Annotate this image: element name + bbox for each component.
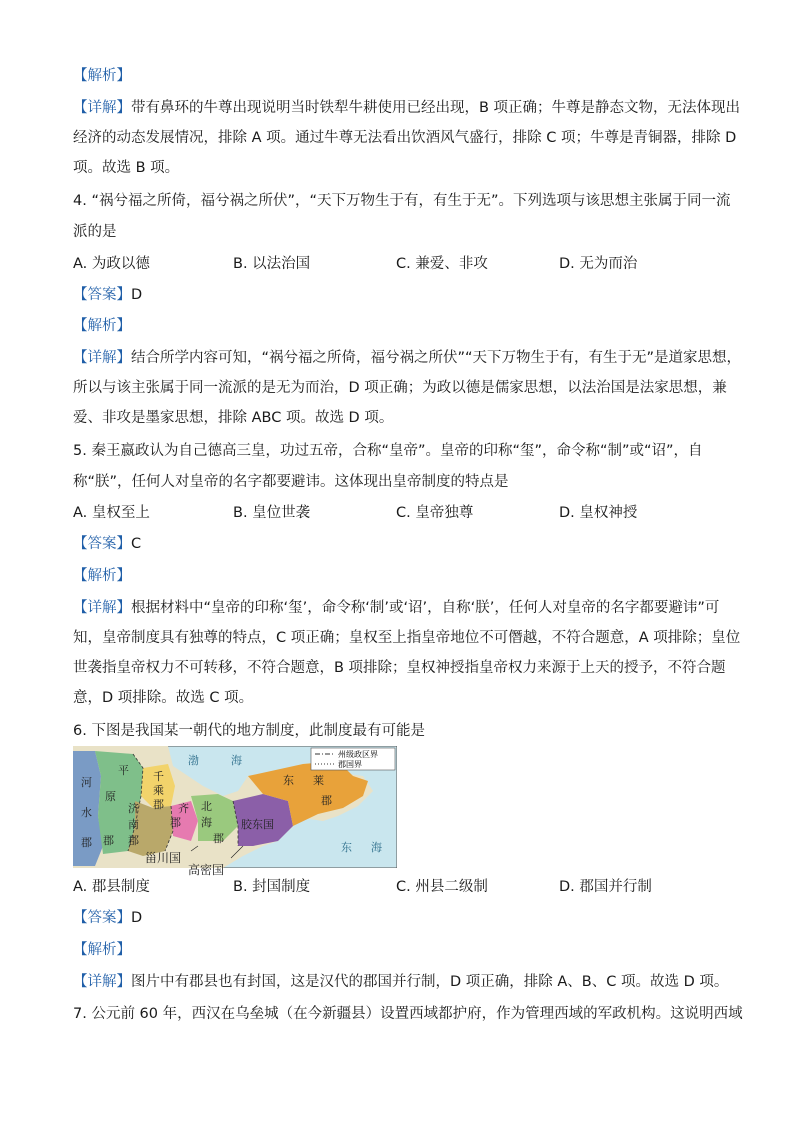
q4-stem-line2: 派的是 [73, 224, 117, 240]
label-shui: 水 [81, 806, 92, 819]
label-donglai-2: 莱 [313, 774, 324, 787]
q4-option-b: B. 以法治国 [233, 256, 311, 272]
q5-detail-line4: 意，D 项排除。故选 C 项。 [73, 690, 254, 706]
label-donglai-1: 东 [283, 774, 294, 787]
label-ping: 平 [118, 764, 129, 777]
q5-detail-line1: 【详解】根据材料中“皇帝的印称‘玺’，命令称‘制’或‘诏’，自称‘朕’，任何人对皇帝的名字都要避讳”可 [73, 600, 720, 616]
label-beihai-3: 郡 [213, 832, 224, 845]
han-commandery-map [73, 746, 397, 868]
label-bohai-1: 渤 [188, 754, 199, 767]
q4-option-a: A. 为政以德 [73, 256, 150, 272]
label-jun-qi: 郡 [170, 816, 181, 829]
label-jun-pingyuan: 郡 [103, 834, 114, 847]
q4-stem-line1: 4. “祸兮福之所倚，福兮祸之所伏”，“天下万物生于有，有生于无”。下列选项与该思想主张属于同一流 [73, 193, 731, 209]
label-donghai-2: 海 [371, 841, 382, 854]
q4-detail-line3: 爱、非攻是墨家思想，排除 ABC 项。故选 D 项。 [73, 410, 394, 426]
q4-detail-line2: 所以与该主张属于同一流派的是无为而治，D 项正确；为政以德是儒家思想，以法治国是法家思想，兼 [73, 380, 727, 396]
q5-stem-line1: 5. 秦王嬴政认为自己德高三皇，功过五帝，合称“皇帝”。皇帝的印称“玺”，命令称“制”或“诏”，自 [73, 443, 703, 459]
label-he: 河 [81, 776, 92, 789]
detail-tag: 【详解】 [73, 100, 131, 116]
label-beihai-2: 海 [201, 816, 212, 829]
q6-option-a: A. 郡县制度 [73, 879, 150, 895]
label-qiansheng-3: 郡 [153, 798, 164, 811]
label-jun-left: 郡 [81, 836, 92, 849]
q6-answer: 【答案】D [73, 910, 143, 926]
label-jinan-2: 南 [128, 818, 139, 831]
analysis-tag: 【解析】 [73, 68, 131, 84]
label-gaomi: 高密国 [188, 863, 225, 877]
q6-option-b: B. 封国制度 [233, 879, 311, 895]
q4-detail-line1: 【详解】结合所学内容可知，“祸兮福之所倚，福兮祸之所伏”“天下万物生于有，有生于无”是道家思想， [73, 350, 742, 366]
q4-option-c: C. 兼爱、非攻 [396, 256, 488, 272]
q5-option-c: C. 皇帝独尊 [396, 505, 474, 521]
q5-option-d: D. 皇权神授 [559, 505, 638, 521]
label-jinan-1: 济 [128, 802, 139, 815]
label-qiansheng-2: 乘 [153, 784, 164, 797]
legend-commandery-border: 郡国界 [338, 760, 362, 769]
q5-answer: 【答案】C [73, 536, 142, 552]
label-zichuan: 甾川国 [145, 851, 182, 865]
q3-detail-line1: 【详解】带有鼻环的牛尊出现说明当时铁犁牛耕使用已经出现，B 项正确；牛尊是静态文物，无法体现出 [73, 100, 741, 116]
q5-option-b: B. 皇位世袭 [233, 505, 311, 521]
q6-option-d: D. 郡国并行制 [559, 879, 652, 895]
label-jinan-3: 郡 [128, 834, 139, 847]
q4-option-d: D. 无为而治 [559, 256, 638, 272]
q3-detail-line3: 项。故选 B 项。 [73, 160, 180, 176]
label-donglai-3: 郡 [321, 794, 332, 807]
label-donghai-1: 东 [341, 841, 352, 854]
label-qi: 齐 [178, 802, 189, 815]
q6-stem: 6. 下图是我国某一朝代的地方制度，此制度最有可能是 [73, 723, 425, 739]
analysis-tag: 【解析】 [73, 568, 131, 584]
q5-stem-line2: 称“朕”，任何人对皇帝的名字都要避讳。这体现出皇帝制度的特点是 [73, 474, 509, 490]
q3-detail-line2: 经济的动态发展情况，排除 A 项。通过牛尊无法看出饮酒风气盛行，排除 C 项；牛尊是青铜器，排除 D [73, 130, 737, 146]
q4-answer: 【答案】D [73, 287, 143, 303]
q5-detail-line3: 世袭指皇帝权力不可转移，不符合题意，B 项排除；皇权神授指皇帝权力来源于上天的授予，不符合题 [73, 660, 726, 676]
q6-detail: 【详解】图片中有郡县也有封国，这是汉代的郡国并行制，D 项正确，排除 A、B、C 项。故选 D 项。 [73, 974, 729, 990]
label-yuan: 原 [105, 790, 116, 803]
label-qiansheng-1: 千 [153, 770, 164, 783]
legend-province-border: 州级政区界 [338, 750, 378, 759]
analysis-tag: 【解析】 [73, 942, 131, 958]
label-beihai-1: 北 [201, 800, 212, 813]
label-bohai-2: 海 [231, 754, 242, 767]
q5-option-a: A. 皇权至上 [73, 505, 150, 521]
q5-detail-line2: 知，皇帝制度具有独尊的特点，C 项正确；皇权至上指皇帝地位不可僭越，不符合题意，A 项排除；皇位 [73, 630, 741, 646]
q6-option-c: C. 州县二级制 [396, 879, 488, 895]
q7-stem-line1: 7. 公元前 60 年，西汉在乌垒城（在今新疆县）设置西域都护府，作为管理西域的军政机构。这说明西域 [73, 1006, 743, 1022]
label-jiaodong: 胶东国 [241, 818, 274, 831]
analysis-tag: 【解析】 [73, 318, 131, 334]
